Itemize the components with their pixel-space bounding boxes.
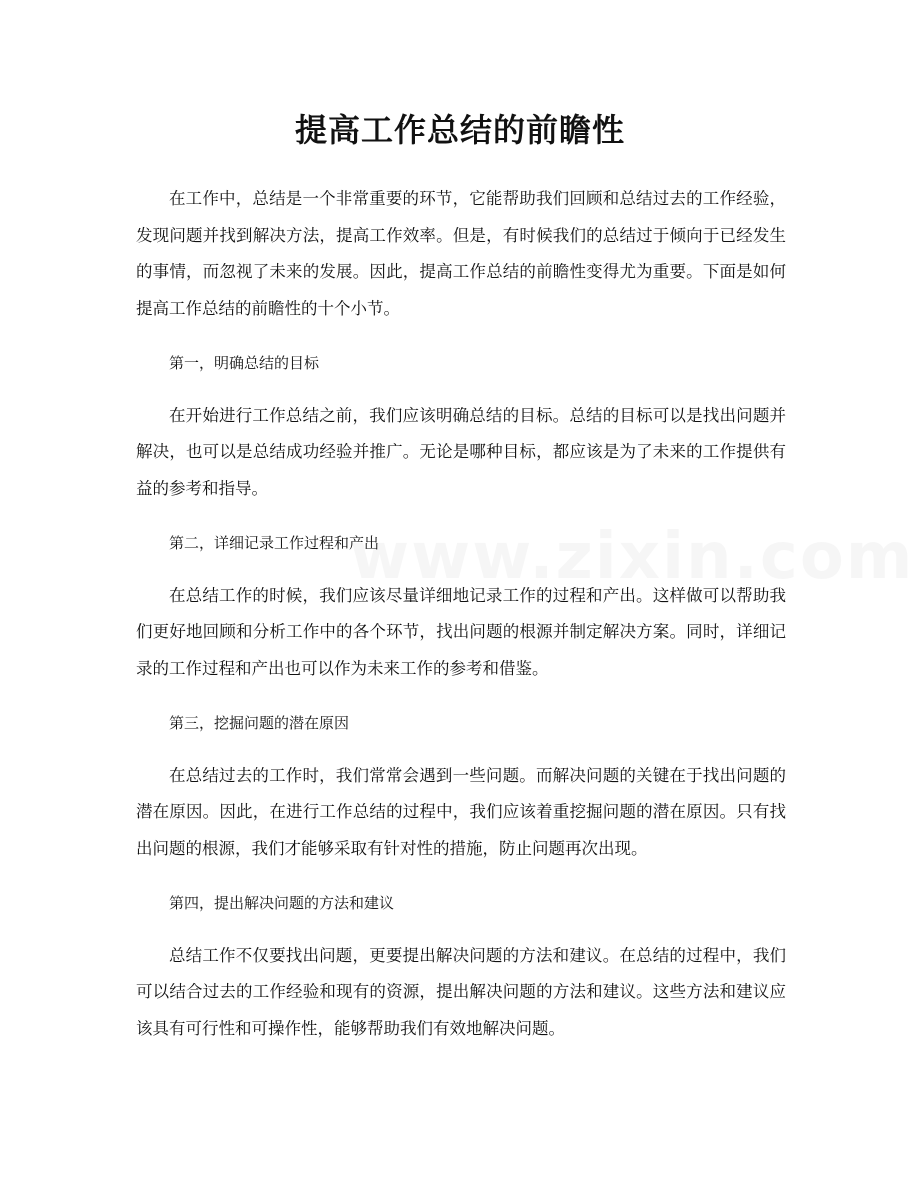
section-heading: 第四，提出解决问题的方法和建议	[169, 894, 395, 912]
document-body	[136, 181, 786, 1047]
section-paragraph: 总结工作不仅要找出问题，更要提出解决问题的方法和建议。在总结的过程中，我们可以结合过去的工作经验和现有的资源，提出解决问题的方法和建议。这些方法和建议应该具有可行性和可操作性，能够帮助我们有效地解决问题。	[136, 945, 786, 1038]
section-paragraph: 在开始进行工作总结之前，我们应该明确总结的目标。总结的目标可以是找出问题并解决，也可以是总结成功经验并推广。无论是哪种目标，都应该是为了未来的工作提供有益的参考和指导。	[136, 405, 786, 498]
intro-paragraph: 在工作中，总结是一个非常重要的环节，它能帮助我们回顾和总结过去的工作经验，发现问题并找到解决方法，提高工作效率。但是，有时候我们的总结过于倾向于已经发生的事情，而忽视了未来的发展。因此，提高工作总结的前瞻性变得尤为重要。下面是如何提高工作总结的前瞻性的十个小节。	[136, 189, 786, 318]
section-heading: 第三，挖掘问题的潜在原因	[169, 714, 350, 732]
section-heading: 第一，明确总结的目标	[169, 354, 320, 372]
section-paragraph: 在总结过去的工作时，我们常常会遇到一些问题。而解决问题的关键在于找出问题的潜在原因。因此，在进行工作总结的过程中，我们应该着重挖掘问题的潜在原因。只有找出问题的根源，我们才能够采取有针对性的措施，防止问题再次出现。	[136, 765, 786, 858]
document-title: 提高工作总结的前瞻性	[294, 111, 625, 149]
section-paragraph: 在总结工作的时候，我们应该尽量详细地记录工作的过程和产出。这样做可以帮助我们更好地回顾和分析工作中的各个环节，找出问题的根源并制定解决方案。同时，详细记录的工作过程和产出也可以作为未来工作的参考和借鉴。	[136, 585, 786, 678]
section-heading: 第二，详细记录工作过程和产出	[169, 534, 380, 552]
